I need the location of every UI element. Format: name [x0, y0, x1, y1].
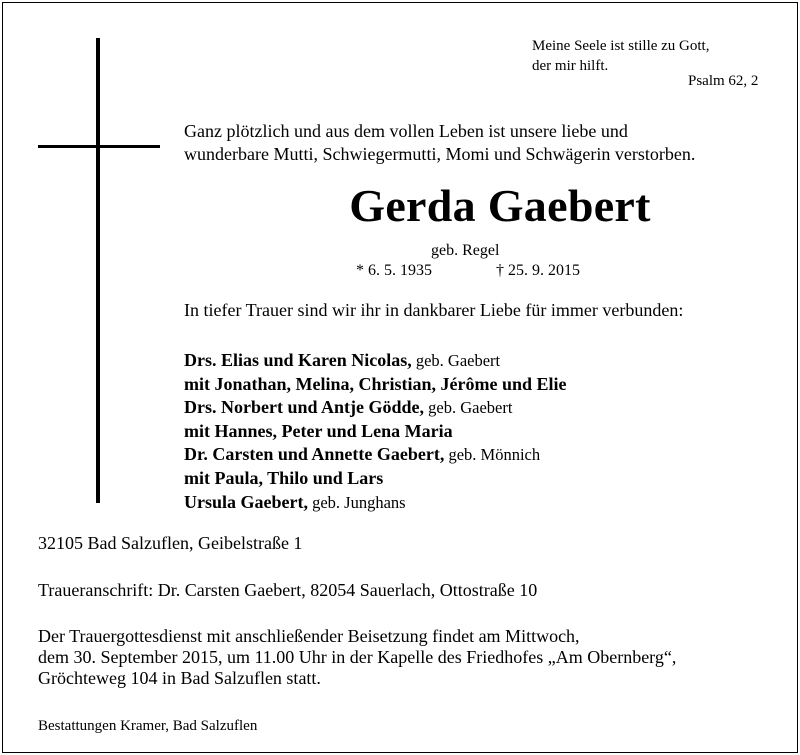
service-info: [38, 626, 676, 689]
family-row: Dr. Carsten und Annette Gaebert, geb. Mönnich: [184, 444, 541, 465]
family-row: mit Paula, Thilo und Lars: [184, 467, 384, 488]
residence-address: 32105 Bad Salzuflen, Geibelstraße 1: [38, 533, 303, 553]
bible-verse: [532, 36, 709, 76]
bible-verse-line-1: Meine Seele ist stille zu Gott,: [532, 38, 710, 54]
mourning-address: Traueranschrift: Dr. Carsten Gaebert, 82054 Sauerlach, Ottostraße 10: [38, 580, 538, 600]
family-list: [184, 349, 567, 514]
service-line-2: dem 30. September 2015, um 11.00 Uhr in der Kapelle des Friedhofes „Am Obernberg“,: [38, 647, 677, 667]
family-row: Ursula Gaebert, geb. Junghans: [184, 491, 406, 512]
maiden-name: geb. Regel: [431, 242, 500, 259]
intro-line-2: wunderbare Mutti, Schwiegermutti, Momi und Schwägerin verstorben.: [184, 144, 696, 164]
bible-verse-source: Psalm 62, 2: [688, 73, 759, 89]
bible-verse-line-2: der mir hilft.: [532, 58, 609, 74]
cross-horizontal-bar: [38, 145, 160, 148]
family-row: Drs. Elias und Karen Nicolas, geb. Gaebert: [184, 350, 501, 370]
mourning-text: In tiefer Trauer sind wir ihr in dankbarer Liebe für immer verbunden:: [184, 300, 684, 320]
intro-text: [184, 120, 695, 166]
service-line-3: Gröchteweg 104 in Bad Salzuflen statt.: [38, 668, 321, 688]
deceased-name: Gerda Gaebert: [349, 180, 651, 231]
cross-vertical-bar: [96, 38, 100, 503]
intro-line-1: Ganz plötzlich und aus dem vollen Leben ist unsere liebe und: [184, 121, 628, 141]
family-row: mit Hannes, Peter und Lena Maria: [184, 420, 453, 441]
death-date: † 25. 9. 2015: [496, 262, 580, 279]
family-row: mit Jonathan, Melina, Christian, Jérôme und Elie: [184, 373, 567, 394]
service-line-1: Der Trauergottesdienst mit anschließender Beisetzung findet am Mittwoch,: [38, 626, 580, 646]
birth-date: * 6. 5. 1935: [356, 262, 432, 279]
family-row: Drs. Norbert und Antje Gödde, geb. Gaebert: [184, 397, 513, 418]
undertaker: Bestattungen Kramer, Bad Salzuflen: [38, 718, 258, 734]
